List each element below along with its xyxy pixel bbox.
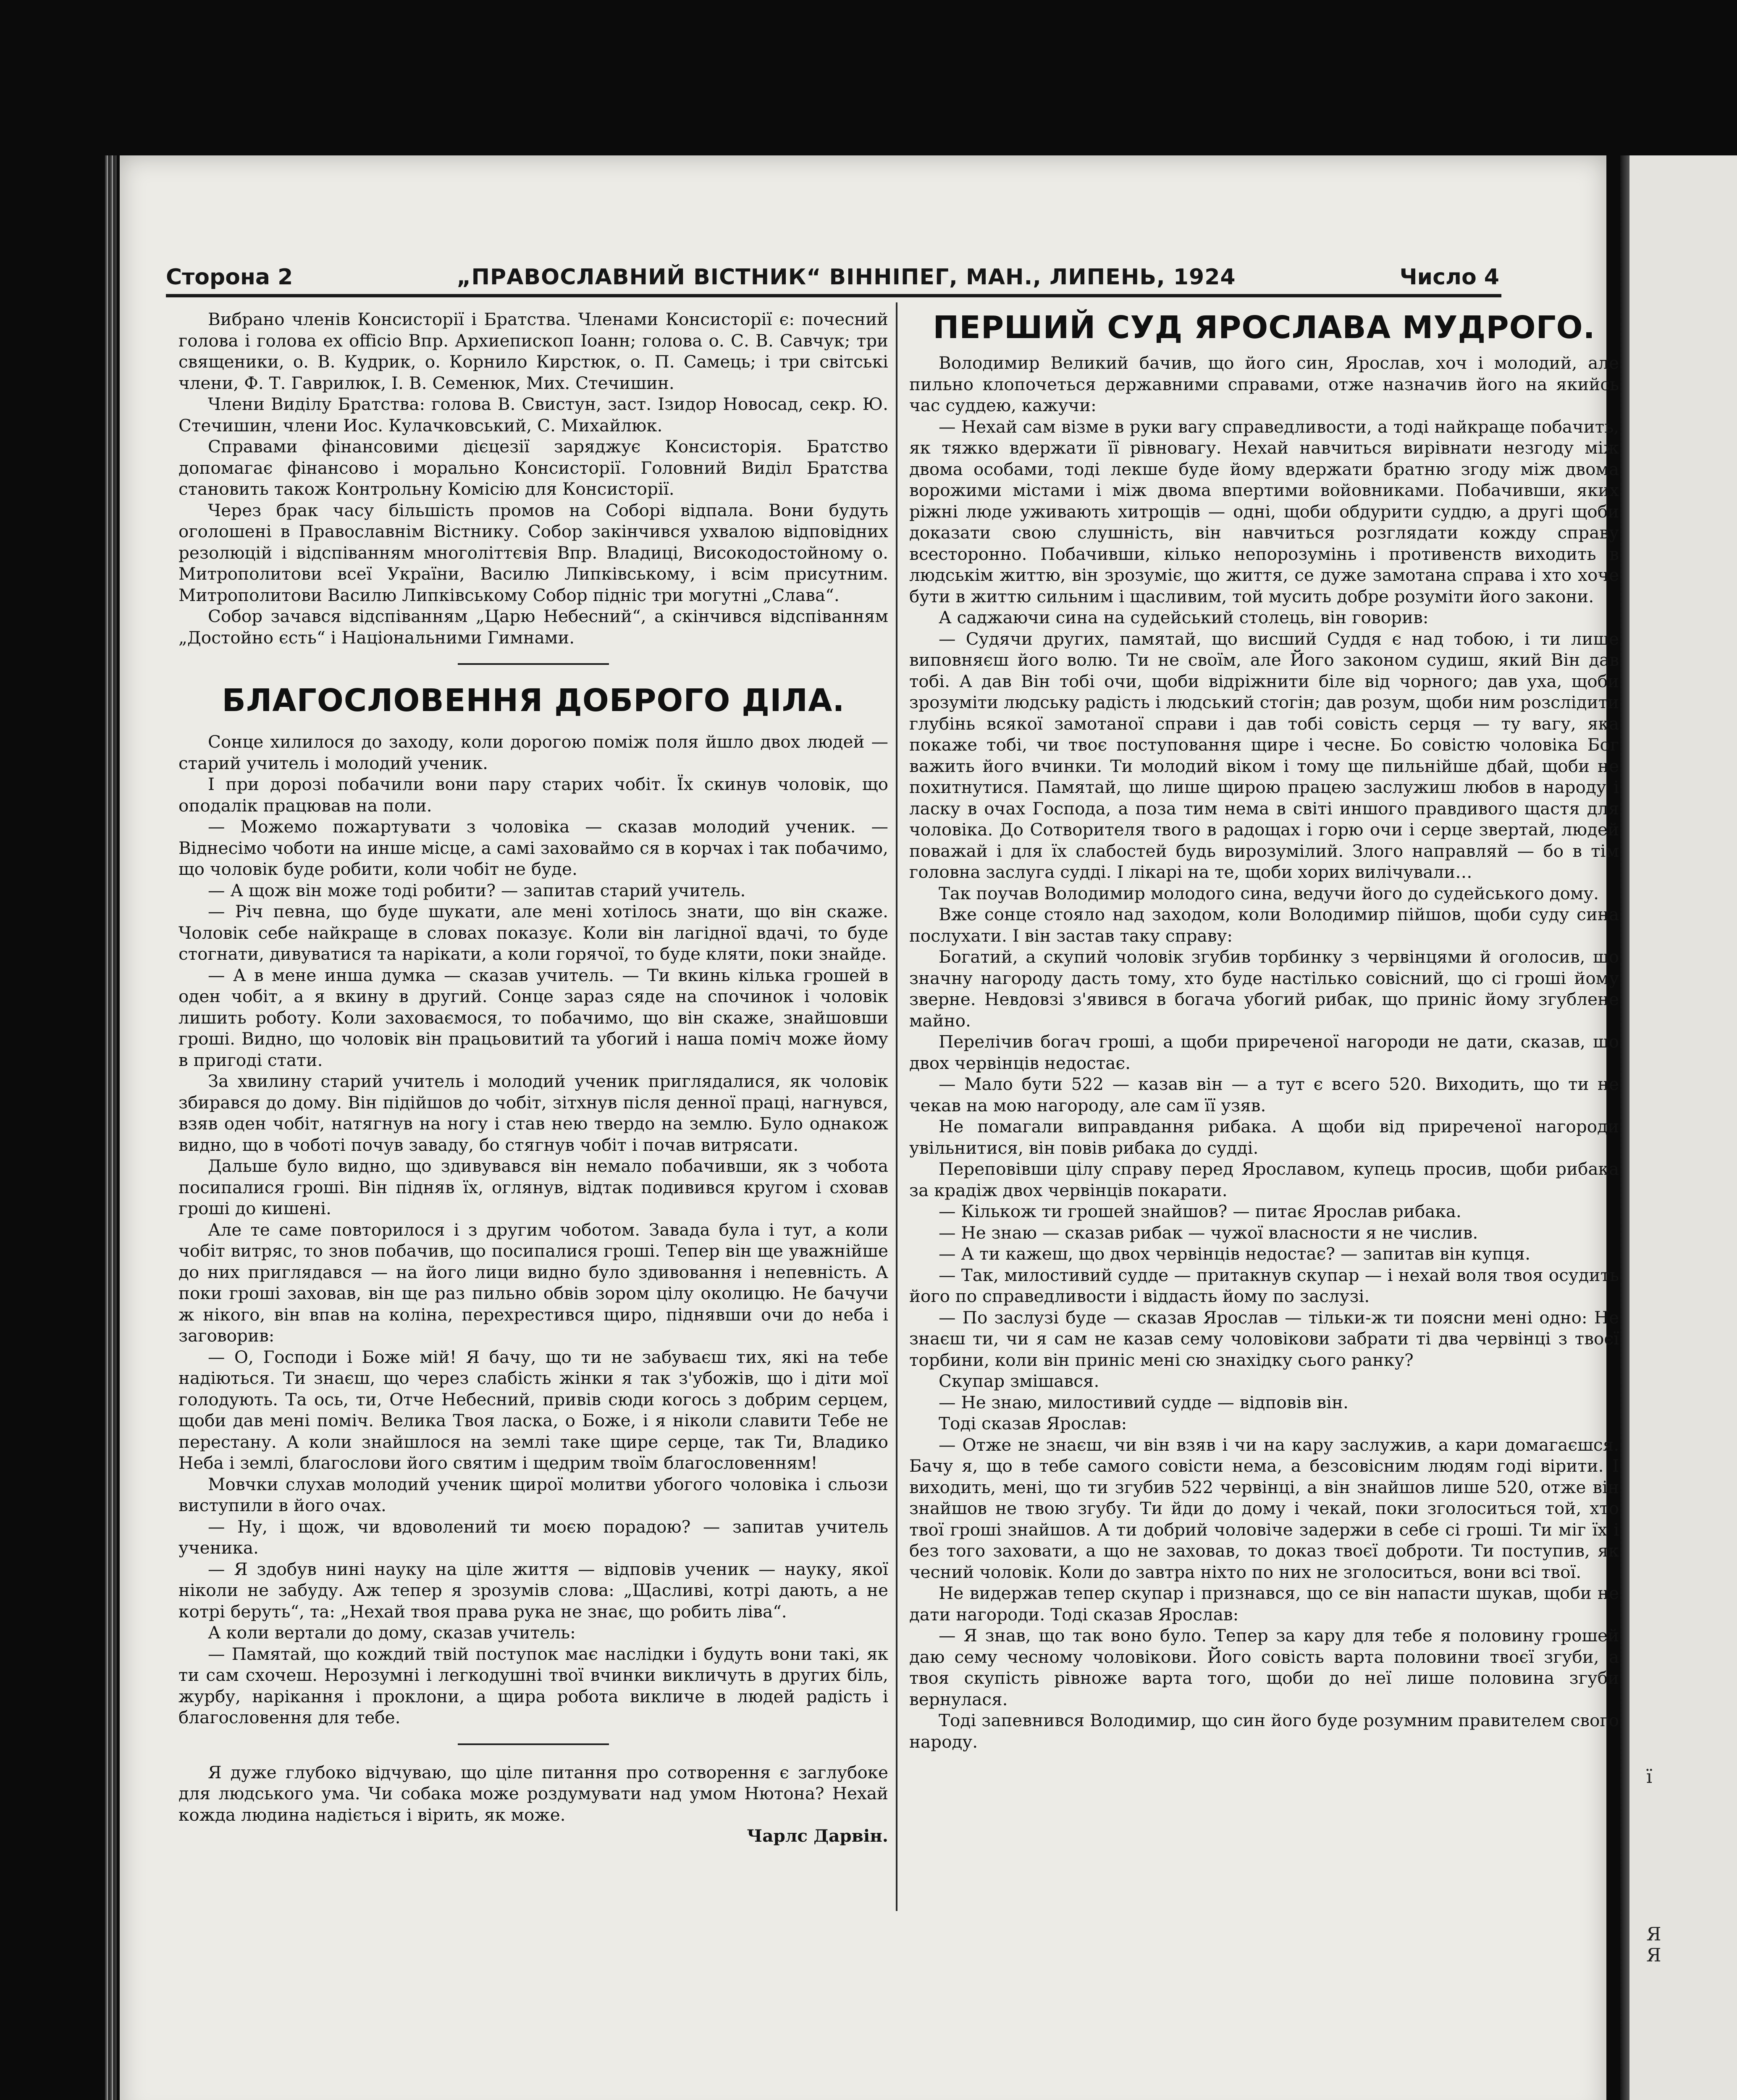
paragraph: Тоді запевнився Володимир, що син його буде розумним правителем свого народу. (909, 1710, 1619, 1752)
next-page-fragment (1621, 0, 1726, 2100)
paragraph: Мовчки слухав молодий ученик щирої молитви убогого чоловіка і сльози виступили в його очах. (178, 1474, 888, 1515)
paragraph: Не помагали виправдання рибака. А щоби від приреченої нагороди увільнитися, він повів рибака до судді. (909, 1116, 1619, 1158)
paragraph: Перелічив богач гроші, а щоби приреченої нагороди не дати, сказав, що двох червінців недостає. (909, 1032, 1619, 1073)
paragraph: — Не знаю — сказав рибак — чужої власности я не числив. (939, 1222, 1478, 1243)
paragraph: — Так, милостивий судде — притакнув скупар — і нехай воля твоя осудить його по справедливости і віддасть йому по заслузі. (909, 1265, 1619, 1306)
paragraph: — Я здобув нині науку на ціле життя — відповів ученик — науку, якої ніколи не забуду. Аж тепер я зрозумів слова: „Щасливі, котрі дають, а не котрі беруть“, та: „Нехай твоя права рука не знає, що робить ліва“. (178, 1559, 888, 1622)
fragment-letter: Я (1646, 1924, 1661, 1945)
paragraph: — О, Господи і Боже мій! Я бачу, що ти не забуваєш тих, які на тебе надіються. Ти знаєш, що через слабість жінки я так з'убожів, що і діти мої голодують. Та ось, ти, Отче Небесний, привів сюди когось з добрим серцем, щоби дав мені поміч. Велика Твоя ласка, о Боже, і я ніколи славити Тебе не перестану. А коли знайшлося на землі таке щире серце, так Ти, Владико Неба і землі, благослови його святим і щедрим твоїм благословенням! (178, 1347, 888, 1473)
story-body (178, 731, 888, 1728)
paragraph: — По заслузі буде — сказав Ярослав — тільки-ж ти поясни мені одно: Не знаєш ти, чи я сам не казав сему чоловікови забрати ті два червінці з твоєї торбини, коли він приніс мені сю знахідку сього ранку? (909, 1307, 1619, 1370)
fragment-letter: ї (1646, 1766, 1653, 1788)
paragraph: Але те саме повторилося і з другим чоботом. Завада була і тут, а коли чобіт витряс, то знов побачив, що посипалися гроші. Тепер він ще уважнійше до них приглядався — на його лици видно було здивовання і непевність. А поки гроші заховав, він ще раз пильно обвів зором цілу околицю. Не бачучи ж нікого, він впав на коліна, перехрестився щиро, піднявши очи до неба і заговорив: (178, 1219, 888, 1346)
paragraph: — Річ певна, що буде шукати, але мені хотілось знати, що він скаже. Чоловік себе найкраще в словах показує. Коли він лагідної вдачі, то буде стогнати, дивуватися та нарікати, а коли горячої, то буде кляти, поки знайде. (178, 901, 888, 964)
fragment-letter: Я (1646, 1945, 1661, 1966)
page-number: Сторона 2 (166, 265, 293, 290)
paragraph: — Памятай, що кождий твій поступок має наслідки і будуть вони такі, як ти сам схочеш. Нерозумні і легкодушні твої вчинки викличуть в других біль, журбу, нарікання і проклони, а щира робота викличе в людей радість і благословення для тебе. (178, 1643, 888, 1727)
column-divider (896, 302, 897, 1911)
section-rule (458, 663, 609, 665)
header-rule (166, 294, 1501, 297)
paragraph: — Судячи других, памятай, що висший Суддя є над тобою, і ти лише виповняєш його волю. Ти не своїм, але Його законом судиш, який Він дав тобі. А дав Він тобі очи, щоби відріжнити біле від чорного; дав уха, щоби зрозуміти людську радість і людський стогін; дав розум, щоби ним розслідити глубінь всякої замотаної справи і дав тобі совість серця — ту вагу, яка покаже тобі, чи твоє поступовання щире і чесне. Бо совістю чоловіка Бог важить його вчинки. Ти молодий віком і тому ще пильнійше дбай, щоби не похитнутися. Памятай, що лише щирою працею заслужиш любов в народу і ласку в очах Господа, а поза тим нема в світі иншого правдивого щастя для чоловіка. До Сотворителя твого в радощах і горю очи і серце звертай, людей поважай і для їх слабостей будь вирозумілий. Злого направляй — бо в тім головна заслуга судді. І лікарі на те, щоби хорих вилічували… (909, 628, 1619, 882)
masthead-title: „ПРАВОСЛАВНИЙ ВІСТНИК“ ВІННІПЕГ, МАН., ЛИПЕНЬ, 1924 (457, 265, 1236, 290)
issue-number: Число 4 (1399, 265, 1499, 290)
paragraph: Тоді сказав Ярослав: (939, 1413, 1127, 1433)
paragraph: — Не знаю, милостивий судде — відповів він. (939, 1392, 1349, 1412)
paragraph: — А в мене инша думка — сказав учитель. — Ти вкинь кілька грошей в оден чобіт, а я вкину в другий. Сонце зараз сяде на спочинок і чоловік лишить роботу. Коли заховаємося, то побачимо, що він скаже, знайшовши гроші. Видно, що чоловік він працьовитий та убогий і наша поміч може йому в пригоді стати. (178, 965, 888, 1070)
paragraph: Богатий, а скупий чоловік згубив торбинку з червінцями й оголосив, що значну нагороду дасть тому, хто буде настілько совісний, що сі гроші йому зверне. Невдовзі з'явився в богача убогий рибак, що приніс йому згублене майно. (909, 947, 1619, 1031)
paragraph: — А ти кажеш, що двох червінців недостає? — запитав він купця. (939, 1244, 1530, 1264)
paragraph: Члени Виділу Братства: голова В. Свистун, заст. Ізидор Новосад, секр. Ю. Стечишин, члени Иос. Кулачковський, С. Михайлюк. (178, 394, 888, 436)
paragraph: — Я знав, що так воно було. Тепер за кару для тебе я половину грошей даю сему чесному чоловікови. Його совість варта половини твоєї згуби, а твоя скупість рівноже варта того, щоби до неї лише половина згуби вернулася. (909, 1625, 1619, 1709)
paragraph: Не видержав тепер скупар і признався, що се він напасти шукав, щоби не дати нагороди. Тоді сказав Ярослав: (909, 1583, 1619, 1625)
section-rule (458, 1743, 609, 1745)
paragraph: Собор зачався відспіванням „Царю Небесний“, а скінчився відспіванням „Достойно єсть“ і Національними Гимнами. (178, 606, 888, 648)
right-column (909, 309, 1619, 1922)
paragraph: І при дорозі побачили вони пару старих чобіт. Їх скинув чоловік, що оподалік працював на поли. (178, 774, 888, 816)
paragraph: За хвилину старий учитель і молодий ученик приглядалися, як чоловік збирався до дому. Він підійшов до чобіт, зітхнув після денної праці, нагнувся, взяв оден чобіт, натягнув на ногу і став нею твердо на землю. Було однакож видно, що в чоботі почув заваду, бо стягнув чобіт і почав витрясати. (178, 1071, 888, 1155)
paragraph: — А щож він може тоді робити? — запитав старий учитель. (208, 880, 746, 900)
paragraph: — Мало бути 522 — казав він — а тут є всего 520. Виходить, що ти не чекав на мою нагороду, але сам її узяв. (909, 1074, 1619, 1116)
paragraph: Справами фінансовими дієцезії заряджує Консисторія. Братство допомагає фінансово і морально Консисторії. Головний Виділ Братства становить також Контрольну Комісію для Консисторії. (178, 436, 888, 499)
paragraph: — Кількож ти грошей знайшов? — питає Ярослав рибака. (939, 1201, 1461, 1221)
paragraph: Дальше було видно, що здивувався він немало побачивши, як з чобота посипалися гроші. Він підняв їх, оглянув, відтак подивився кругом і сховав гроші до кишені. (178, 1156, 888, 1218)
paragraph: — Можемо пожартувати з чоловіка — сказав молодий ученик. — Віднесімо чоботи на инше місце, а самі заховаймо ся в корчах і так побачимо, що чоловік буде робити, коли чобіт не буде. (178, 816, 888, 879)
microfilm-left-edge (105, 155, 117, 2100)
quote-author: Чарлс Дарвін. (747, 1826, 888, 1846)
paragraph: Володимир Великий бачив, що його син, Ярослав, хоч і молодий, але пильно клопочеться державними справами, отже назначив його на якийсь час суддею, кажучи: (909, 353, 1619, 415)
story-headline: БЛАГОСЛОВЕННЯ ДОБРОГО ДІЛА. (222, 682, 845, 719)
paragraph: — Нехай сам візме в руки вагу справедливости, а тоді найкраще побачить, як тяжко вдержати її рівновагу. Нехай навчиться вирівнати незгоду між двома особами, тоді лекше буде йому вдержати братню згоду між двома ворожими містами і між двома впертими войовниками. Побачивши, яких ріжні люде уживають хитрощів — одні, щоби обдурити суддю, а другі щоби доказати свою слушність, він навчиться розглядати кожду справу всесторонно. Побачивши, кілько непорозумінь і противенств виходить в людськім життю, він зрозуміє, що життя, се дуже замотана справа і хто хоче бути в життю сильним і щасливим, той мусить добре розуміти його закони. (909, 416, 1619, 606)
paragraph: Сонце хилилося до заходу, коли дорогою поміж поля йшло двох людей — старий учитель і молодий ученик. (178, 732, 888, 773)
paragraph: Через брак часу більшість промов на Соборі відпала. Вони будуть оголошені в Православнім Вістнику. Собор закінчився ухвалою відповідних резолюцій і відспіванням многоліттєвія Впр. Владиці, Високодостойному о. Митрополитови всеї України, Василю Липківському, і всім присутним. Митрополитови Василю Липківському Собор підніс три могутні „Слава“. (178, 500, 888, 605)
story-body (909, 352, 1619, 1752)
paragraph: — Ну, і щож, чи вдоволений ти моєю порадою? — запитав учитель ученика. (178, 1516, 888, 1558)
paragraph: Вже сонце стояло над заходом, коли Володимир пійшов, щоби суду сина послухати. І він застав таку справу: (909, 904, 1619, 946)
council-report (178, 309, 888, 648)
paragraph: Вибрано членів Консисторії і Братства. Членами Консисторії є: почесний голова і голова ex officio Впр. Архиепископ Іоанн; голова о. С. В. Савчук; три священики, о. В. Кудрик, о. Корнило Кирстюк, о. П. Самець; і три світські члени, Ф. Т. Гаврилюк, І. В. Семенюк, Мих. Стечишин. (178, 309, 888, 393)
paragraph: Так поучав Володимир молодого сина, ведучи його до судейського дому. (939, 883, 1599, 903)
paragraph: — Отже не знаєш, чи він взяв і чи на кару заслужив, а кари домагаєшся. Бачу я, що в тебе самого совісти нема, а безсовісним людям годі вірити. І виходить, мені, що ти згубив 522 червінці, а він знайшов лише 520, отже він знайшов не твою згубу. Ти йди до дому і чекай, поки зголоситься той, хто твої гроші знайшов. А ти добрий чоловіче задержи в себе сі гроші. Ти міг їх і без того заховати, а що не заховав, то доказ твоєї доброти. Ти поступив, як чесний чоловік. Коли до завтра ніхто по них не зголоситься, вони всі твої. (909, 1434, 1619, 1582)
paragraph: Переповівши цілу справу перед Ярославом, купець просив, щоби рибака за крадіж двох червінців покарати. (909, 1159, 1619, 1200)
masthead (166, 256, 1499, 290)
paragraph: А коли вертали до дому, сказав учитель: (208, 1622, 576, 1643)
darwin-quote: Я дуже глубоко відчуваю, що ціле питання про сотворення є заглубоке для людського ума. Чи собака може роздумувати над умом Нютона? Нехай кожда людина надіється і вірить, як може. (178, 1762, 888, 1825)
paragraph: А саджаючи сина на судейський столець, він говорив: (939, 607, 1429, 627)
story-headline: ПЕРШИЙ СУД ЯРОСЛАВА МУДРОГО. (933, 310, 1595, 346)
left-column (178, 309, 888, 1922)
paragraph: Скупар змішався. (939, 1371, 1099, 1391)
